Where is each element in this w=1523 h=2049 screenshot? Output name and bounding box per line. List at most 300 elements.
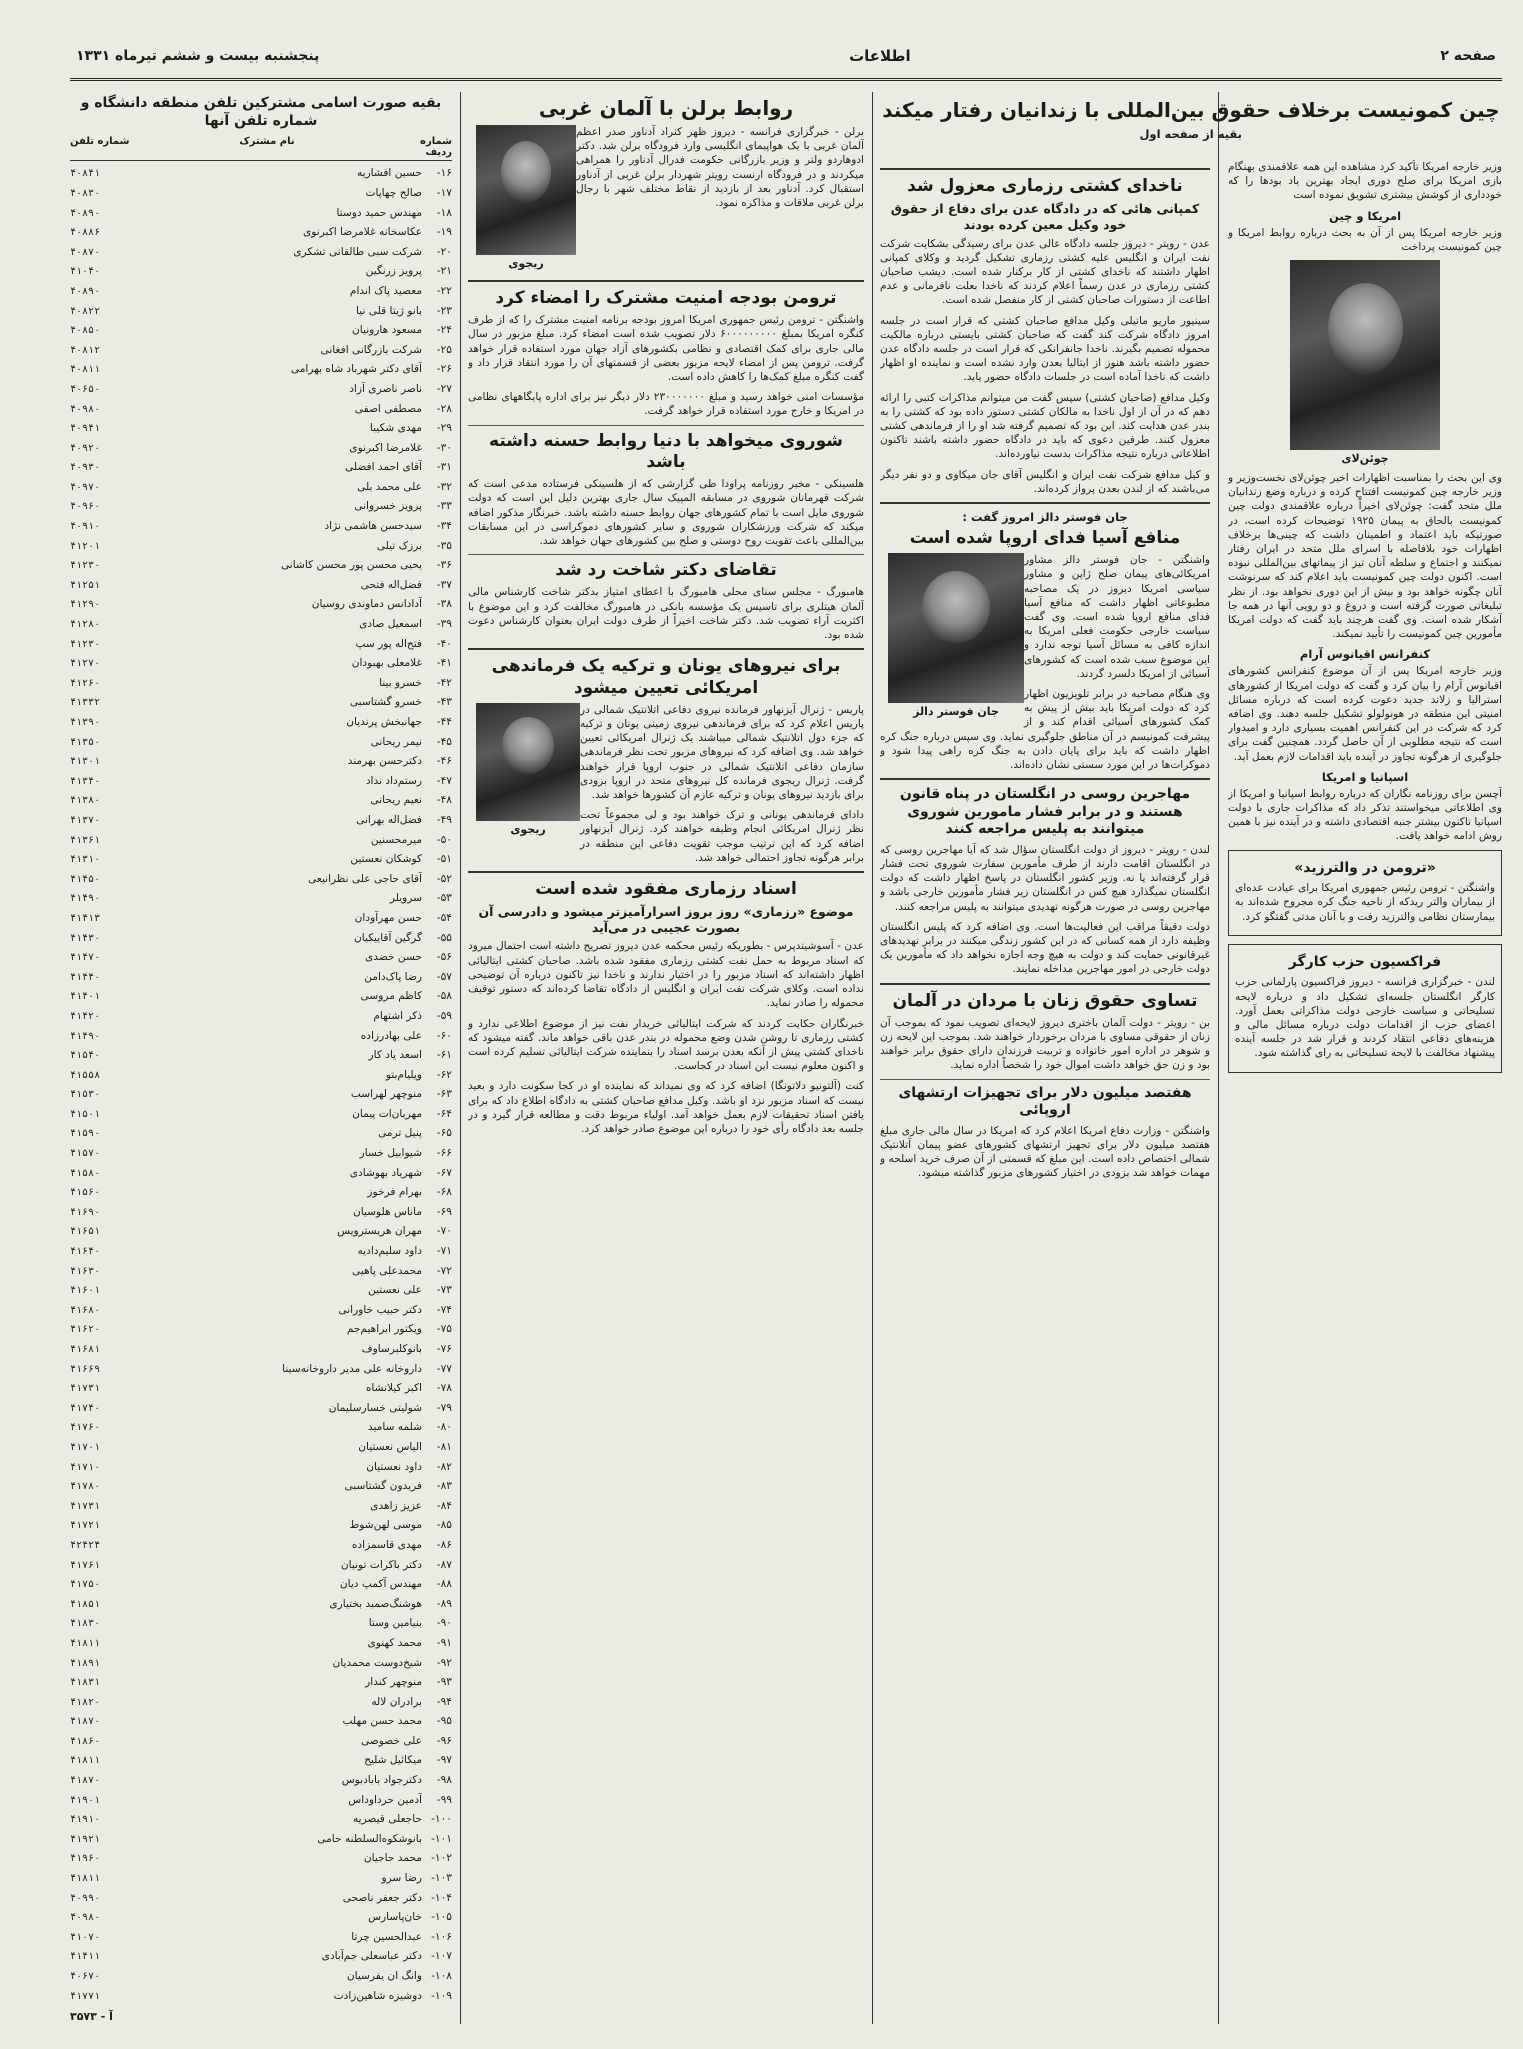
directory-list [70,164,452,2006]
article-text: خبرنگاران حکایت کردند که شرکت ایتالیائی خریدار نفت نیز از موضوع اطلاعی ندارد و کشتی رزماری تا روشن شدن وضع محموله در بندر عدن باقی خواهد ماند. گفته میشود که ناخدای کشتی پیش از آنکه بعدن برسد اسناد را بنماینده شرکت ایتالیائی تسلیم کرده است و اکنون معلوم نیست این اسناد در کجاست. [468,1017,864,1073]
european-armies-headline: هفتصد میلیون دلار برای تجهیزات ارتشهای اروپائی [898,1084,1192,1119]
row-number: ۴۶- [436,755,452,768]
box-text: لندن - خبرگزاری فرانسه - دیروز فراکسیون پارلمانی حزب کارگر انگلستان جلسه‌ای تشکیل داد و درباره لایحه تسلیحاتی و سیاست خارجی دولت مذاکراتی بعمل آورد. اعضای حزب از اقدامات دولت درباره مسائل مالی و هزینه‌های دفاعی انتقاد کردند و قرار شد در جلسه آینده پیشنهاد مخالفت با لایحه تسلیحاتی به رای گذاشته شود. [1235,976,1495,1060]
phone-directory [70,92,452,2024]
table-row [70,360,452,380]
dulles-headline: منافع آسیا فدای اروپا شده است [909,527,1181,548]
subscriber-name: نعیم ریحانی [370,794,422,807]
table-row [70,321,452,341]
subscriber-name: برزک تیلی [376,539,422,552]
phone-number: ۴۱۴۲۰ [70,1010,101,1022]
subscriber-name: علی محمد بلی [357,480,422,493]
subscriber-name: عبدالحسین چرتا [351,1930,422,1943]
row-number: ۱۰۶- [431,1930,452,1943]
row-number: ۵۱- [436,853,452,866]
table-row [70,831,452,851]
row-number: ۵۰- [436,833,452,846]
table-row [70,164,452,184]
row-number: ۱۰۰- [431,1813,452,1826]
phone-number: ۴۱۳۰۱ [70,756,101,768]
phone-number: ۴۱۳۷۰ [70,814,101,826]
phone-number: ۴۱۹۶۰ [70,1853,101,1865]
row-number: ۱۸- [436,206,452,219]
subscriber-name: هوشنگ‌صمبد بختیاری [329,1597,422,1610]
truman-budget-headline: ترومن بودجه امنیت مشترک را امضاء کرد [495,288,837,308]
phone-number: ۴۱۴۵۰ [70,873,101,885]
phone-number: ۴۱۵۸۰ [70,1167,101,1179]
subscriber-name: وانگ ان یفرسیان [346,1970,422,1982]
subscriber-name: رستم‌داد نداد [365,774,422,787]
table-row [70,1889,452,1909]
table-row [70,1144,452,1164]
table-row [70,1751,452,1771]
table-row [70,1928,452,1948]
subscriber-name: شولیتی خسارسلیمان [328,1401,422,1414]
table-row [70,1301,452,1321]
subscriber-name: خان‌پاسارس [368,1911,422,1924]
table-row [70,987,452,1007]
photo-caption: چوئن‌لای [1341,452,1389,466]
row-number: ۷۹- [436,1401,452,1414]
row-number: ۹۷- [436,1754,452,1767]
table-row [70,282,452,302]
row-number: ۳۰- [436,441,452,454]
article-text: پاریس - ژنرال آیزنهاور فرمانده نیروی دفاعی اتلانتیک شمالی در پاریس اعلام کرد که برای فرماندهی نیروی زمینی یونان و ترکیه که جزء دول اتلانتیک شمالی میباشند یک ژنرال امریکائی تعیین خواهد شد. وی اضافه کرد که نیروهای مزبور تحت نظر فرماندهی سازمان دفاعی اتلانتیک شمالی در جنوب اروپا قرار خواهند گرفت. ژنرال ریجوی فرمانده کل نیروهای متحد در اروپا بزودی برای بازدید نیروهای یونان و ترکیه عازم آن کشورها خواهد شد. [580,703,864,801]
phone-number: ۴۰۹۳۰ [70,462,101,474]
row-number: ۱۰۵- [431,1911,452,1924]
row-number: ۲۲- [436,284,452,297]
subscriber-name: ویکتور ابراهیم‌جم [346,1323,422,1336]
labour-faction-box [1228,944,1502,1073]
subscriber-name: اکبر کیلانشاه [365,1382,422,1395]
subscriber-name: فضل‌اله فتحی [360,578,422,591]
column-rule [872,92,873,2024]
subscriber-name: غلامرضا اکبرنوی [349,441,422,454]
row-number: ۵۲- [436,872,452,885]
row-number: ۶۶- [436,1147,452,1160]
phone-number: ۴۱۸۳۰ [70,1618,101,1630]
phone-number: ۴۲۴۲۴ [70,1539,101,1551]
subscriber-name: میکائیل شلیح [364,1754,422,1767]
greece-turkey-headline: برای نیروهای یونان و ترکیه یک فرماندهی امریکائی تعیین میشود [491,656,841,698]
table-row [70,576,452,596]
phone-number: ۴۱۶۸۱ [70,1344,101,1355]
row-number: ۶۷- [436,1166,452,1179]
table-row [70,772,452,792]
phone-number: ۴۰۹۶۰ [70,501,101,513]
table-row [70,458,452,478]
table-row [70,1947,452,1967]
table-row [70,1262,452,1282]
subscriber-name: داروخانه علی مدیر داروخانه‌سینا [282,1362,422,1375]
subscriber-name: دکتر جعفر ناصحی [342,1891,422,1904]
phone-number: ۴۱۴۹۰ [70,1030,101,1042]
subheading-usa-china: امریکا و چین [1328,208,1402,223]
phone-number: ۴۰۸۸۶ [70,227,101,239]
row-number: ۳۸- [436,598,452,611]
subscriber-name: آقای حاجی علی نظرانیعی [308,872,422,885]
phone-number: ۴۰۶۵۰ [70,383,101,395]
row-number: ۱۰۱- [431,1832,452,1845]
row-number: ۸۰- [436,1421,452,1434]
table-row [70,1575,452,1595]
row-number: ۸۲- [436,1460,452,1473]
photo-caption: جان فوستر دالز [913,705,999,719]
article-text: سینیور ماریو ماتیلی وکیل مدافع صاحبان کشتی که قرار است در جلسه امروز دادگاه شرکت کند گفت که صاحبان کشتی بایستی درباره مالکیت محموله تصمیم بگیرند. ناخدا جانفرانکی که قرار است در جلسه دادگاه عدن حضور داشته باشد هنوز از ایتالیا بعدن وارد نشده است و نماینده او اظهار داشت که ناخدا آماده است در جلسات دادگاه حضور یابد. [880,314,1210,384]
phone-number: ۴۱۲۸۰ [70,619,101,631]
subscriber-name: دکتر عباسعلی جم‌آبادی [321,1950,422,1963]
row-number: ۲۳- [436,304,452,317]
phone-number: ۴۱۷۱۰ [70,1461,101,1473]
lead-paragraph: آچسن برای روزنامه نگاران که درباره روابط اسپانیا و امریکا از وی اطلاعاتی میخواستند تذکر داد که مذاکرات جاری با دولت اسپانیا تاکنون بیشتر جنبه اقتصادی داشته و در آینده نیز با همین روش ادامه خواهد یافت. [1228,787,1502,843]
subscriber-name: شلمه سامید [367,1421,422,1434]
phone-number: ۴۱۸۱۱ [70,1873,101,1885]
subscriber-name: سیدحسن هاشمی نژاد [324,520,422,533]
subscriber-name: بانوکلبرساوف [361,1343,422,1355]
row-number: ۴۱- [436,657,452,670]
phone-number: ۴۱۸۷۰ [70,1775,101,1787]
subscriber-name: مهربان‌ات پیمان [352,1107,422,1120]
row-number: ۵۵- [436,931,452,944]
table-row [70,713,452,733]
article-text: عدن - رویتر - دیروز جلسه دادگاه عالی عدن برای رسیدگی بشکایت شرکت نفت ایران و انگلیس علیه کشتی رزماری تشکیل گردید و وکلای کمپانی اظهار داشتند که ناخدای کشتی از کار برکنار شده است. دیشب صاحبان کشتی رزماری در عدن رسماً اعلام کردند که ناخدا بعلت نافرمانی و عدم اطاعت از دستورات صاحبان کشتی از کار منفصل شده است. [880,237,1210,307]
row-number: ۸۵- [436,1519,452,1532]
row-number: ۱۰۹- [431,1989,452,2002]
phone-number: ۴۱۲۶۰ [70,677,101,689]
table-row [70,537,452,557]
box-headline: «ترومن در والترزید» [1294,859,1436,876]
phone-number: ۴۱۴۷۰ [70,952,101,964]
row-number: ۱۰۷- [431,1950,452,1963]
adenauer-photo [476,125,576,255]
phone-number: ۴۰۹۱۰ [70,521,101,533]
column-b [880,162,1210,2024]
dulles-kicker: جان فوستر دالز امروز گفت : [962,509,1128,524]
row-number: ۵۶- [436,951,452,964]
rosemary-documents-subheadline: موضوع «رزماری» روز بروز اسرارآمیزتر میشود و دادرسی آن بصورت عجیبی در می‌آید [478,904,854,935]
table-row [70,1105,452,1125]
table-row [70,243,452,263]
table-row [70,1536,452,1556]
subscriber-name: جهانبخش پرندیان [346,716,422,728]
phone-number: ۴۱۴۰۱ [70,991,101,1003]
row-number: ۸۹- [436,1597,452,1610]
row-number: ۹۳- [436,1676,452,1689]
table-row [70,419,452,439]
row-number: ۷۵- [436,1323,452,1336]
phone-number: ۴۱۷۶۱ [70,1559,101,1571]
row-number: ۹۴- [436,1695,452,1708]
row-number: ۳۳- [436,500,452,513]
row-number: ۳۶- [436,559,452,572]
article-text: مؤسسات امنی خواهد رسید و مبلغ ۲۳۰۰۰۰۰۰۰ دلار دیگر نیز برای اداره پایگاههای نظامی در امریکا و خارج مورد استفاده قرار خواهد گرفت. [468,391,864,418]
subscriber-name: ماناس هلوسیان [352,1205,422,1218]
row-number: ۶۵- [436,1127,452,1140]
subscriber-name: محمدعلی پاهیی [351,1264,422,1277]
subscriber-name: آدمین حرداوداس [348,1793,422,1806]
table-row [70,1242,452,1262]
phone-number: ۴۱۶۵۱ [70,1226,101,1238]
row-number: ۱۷- [436,186,452,199]
table-row [70,1458,452,1478]
lead-headline-band [880,92,1502,158]
table-row [70,1007,452,1027]
phone-number: ۴۱۳۹۰ [70,717,101,728]
subscriber-name: مهندس آکمپ دیان [339,1578,422,1591]
row-number: ۲۸- [436,402,452,415]
divider [468,648,864,650]
row-number: ۲۵- [436,343,452,356]
newspaper-page [70,34,1502,2030]
subscriber-name: خسرو گشتاسبی [349,696,422,709]
table-row [70,1771,452,1791]
women-rights-headline: تساوی حقوق زنان با مردان در آلمان [892,990,1198,1011]
subscriber-name: علی خصوصی [360,1734,422,1747]
subscriber-name: آقای احمد افضلی [345,461,422,474]
table-row [70,1849,452,1869]
phone-number: ۴۰۹۸۰ [70,1912,101,1924]
divider [880,1079,1210,1080]
article-text: وکیل مدافع (صاحبان کشتی) سپس گفت من میتوانم مذاکرات کتبی را ارائه دهم که در آن از اول ناخدا به مالکان کشتی دستور داده بود که کشتی را به بندر عدن هدایت کند. این بود که تصمیم گرفته شد او را از فرماندهی کشتی معزول کنند. طرفین دعوی که باید در دادگاه حضور داشته باشند تاکنون اطلاعاتی درباره نتیجه مذاکرات بدست نیاورده‌اند. [880,391,1210,461]
phone-number: ۴۰۹۲۰ [70,442,101,454]
row-number: ۸۳- [436,1480,452,1493]
phone-number: ۴۱۵۶۰ [70,1187,101,1199]
phone-number: ۴۱۸۷۰ [70,1716,101,1728]
row-number: ۹۸- [436,1774,452,1787]
row-number: ۴۸- [436,794,452,807]
subscriber-name: سرویلر [389,892,422,905]
soviet-relations-headline: شوروی میخواهد با دنیا روابط حسنه داشته باشد [489,430,843,472]
table-row [70,595,452,615]
column-header-name: نام مشترک [239,136,295,148]
article-text: دادای فرماندهی یونانی و ترک خواهند بود و لی مجموعاً تحت نظر ژنرال امریکائی انجام وظیفه خواهند کرد. ژنرال آیزنهاور اضافه کرد که این ترتیب موجب تقویت دفاعی این منطقه در برابر هرگونه تجاوز احتمالی خواهد شد. [580,809,864,864]
table-row [70,909,452,929]
table-row [70,1810,452,1830]
table-row [70,1281,452,1301]
ridgway-photo-block [476,703,580,842]
divider [468,425,864,426]
subscriber-name: محمد حسن مهلب [342,1715,422,1728]
phone-number: ۴۰۸۴۱ [70,168,101,180]
divider [880,778,1210,780]
table-row [70,1477,452,1497]
subheading-spain-usa: اسپانیا و امریکا [1321,769,1409,784]
phone-number: ۴۱۲۹۰ [70,599,101,611]
row-number: ۵۴- [436,911,452,924]
article-text: هلسینکی - مخبر روزنامه پراودا طی گزارشی که از هلسینکی فرستاده مدعی است که شرکت قهرمانان شوروی در مسابقه المپیک سال جاری بهترین دلیل این است که دولت شوروی مایل است با تمام کشورهای جهان روابط حسنه داشته باشد. خبرنگار مذکور اضافه میکند که شرکت ورزشکاران شوروی و سایر کشورهای دموکراسی در این مسابقات بین‌المللی باعث تقویت روح دوستی و صلح بین کشورهای جهان خواهد شد. [468,478,864,547]
table-row [70,929,452,949]
divider [468,280,864,282]
table-row [70,1164,452,1184]
phone-number: ۴۰۹۹۰ [70,1892,101,1904]
table-row [70,752,452,772]
lead-paragraph: وزیر خارجه امریکا پس از آن به بحث درباره روابط امریکا و چین کمونیست پرداخت [1228,226,1502,253]
subscriber-name: بانو ژیتا قلی نیا [356,304,422,317]
row-number: ۴۴- [436,716,452,728]
subscriber-name: فتح‌اله پور سپ [355,637,422,650]
row-number: ۶۰- [436,1029,452,1042]
phone-number: ۴۱۸۱۱ [70,1755,101,1767]
phone-number: ۴۱۳۳۲ [70,697,101,709]
subscriber-name: بنیامین وستا [368,1617,422,1630]
table-row [70,1967,452,1987]
table-row [70,517,452,537]
continued-note: بقیه از صفحه اول [1139,127,1242,141]
phone-number: ۴۰۹۸۰ [70,403,101,415]
phone-number: ۴۱۷۷۱ [70,1990,101,2002]
table-row [70,556,452,576]
phone-number: ۴۰۸۹۰ [70,285,101,297]
rosemary-subheadline: کمپانی هائی که در دادگاه عدن برای دفاع از حقوق خود وکیل معین کرده بودند [890,201,1200,232]
table-row [70,184,452,204]
rosemary-captain-headline: ناخدای کشتی رزماری معزول شد [907,176,1183,196]
subscriber-name: منوچهر کندار [365,1676,422,1689]
table-row [70,811,452,831]
phone-number: ۴۱۶۹۰ [70,1206,101,1218]
dulles-photo [888,553,1024,703]
adenauer-photo-block [476,125,576,276]
ridgway-photo [476,703,580,821]
row-number: ۹۲- [436,1656,452,1669]
subscriber-name: الیاس نعستیان [358,1440,422,1453]
phone-number: ۴۰۸۲۲ [70,305,101,317]
table-row [70,1203,452,1223]
phone-number: ۴۱۸۶۰ [70,1735,101,1747]
phone-number: ۴۱۶۴۰ [70,1246,101,1258]
subscriber-name: بانوشکوه‌السلطنه حامی [317,1832,422,1845]
table-row [70,1908,452,1928]
phone-number: ۴۱۷۶۰ [70,1422,101,1434]
row-number: ۱۹- [436,226,452,239]
subscriber-name: فضل‌اله بهرانی [356,813,422,826]
phone-number: ۴۱۳۶۱ [70,834,101,846]
phone-number: ۴۰۸۱۲ [70,344,101,356]
truman-walter-reed-box [1228,850,1502,936]
table-row [70,302,452,322]
table-row [70,1418,452,1438]
row-number: ۸۷- [436,1558,452,1571]
column-header-row: شماره ردیف [420,136,452,159]
subscriber-name: شیوابیل خسار [359,1147,422,1160]
article-text: عدن - آسوشیتدپرس - بطوریکه رئیس محکمه عدن دیروز تصریح داشته است احتمال میرود که اسناد مربوط به حمل نفت کشتی رزماری مفقود شده باشد. صاحبان کشتی ایتالیائی اظهار داشته‌اند که اسناد مزبور را در اختیار ندارند و ناخدا نیز تاکنون درباره آن توضیحی نداده است. وکلای شرکت نفت ایران و انگلیس از دادگاه تقاضا کرده‌اند که دستور توقیف محموله را صادر نماید. [468,940,864,1010]
table-row [70,1987,452,2007]
phone-number: ۴۱۵۳۰ [70,1089,101,1101]
lead-paragraph: وزیر خارجه امریکا پس از آن موضوع کنفرانس کشورهای اقیانوس آرام را بیان کرد و گفت که دولت امریکا از کشورهای استرالیا و زلاند جدید دعوت کرده است که درباره مسائل امنیتی این منطقه در هونولولو تشکیل جلسه دهند. وی اضافه کرد که شرکت در این کنفرانس اهمیت بسیاری دارد و امیدوار است که نتیجه مطلوبی از آن حاصل گردد. همچنین گفت برای جلوگیری از هرگونه تجاوز در آینده باید اقدامات لازم بعمل آید. [1228,665,1502,763]
subscriber-name: دکتر باکرات تونیان [340,1558,422,1571]
divider [880,168,1210,170]
table-row [70,380,452,400]
subscriber-name: شهریاد بهوشادی [349,1166,422,1179]
subscriber-name: حسن خضدی [364,951,422,964]
table-row [70,968,452,988]
row-number: ۱۰۲- [431,1852,452,1865]
subheading-pacific-conference: کنفرانس اقیانوس آرام [1299,647,1431,662]
phone-number: ۴۱۲۷۰ [70,658,101,670]
table-row [70,654,452,674]
subscriber-name: دکتر حبیب خاورانی [338,1303,422,1316]
table-row [70,1791,452,1811]
subscriber-name: علی نعستین [368,1284,422,1297]
subscriber-name: آدادانس دماوندی روسیان [311,598,422,611]
article-text: دولت دقیقاً مراقب این فعالیت‌ها است. وی اضافه کرد که پلیس انگلستان وظیفه دارد از همه کسانی که در این کشور زندگی میکنند در برابر تهدیدهای غیرقانونی حمایت کند و دولت به هیچ وجه اجازه نخواهد داد که مأمورین یک دولت خارجی در امور مهاجرین مداخله نمایند. [880,920,1210,976]
schacht-headline: تقاضای دکتر شاخت رد شد [555,560,777,581]
phone-number: ۴۱۵۹۰ [70,1128,101,1140]
subscriber-name: خسرو بینا [379,676,422,689]
subscriber-name: کاظم مروسی [360,990,422,1003]
divider [468,871,864,873]
issue-date: پنجشنبه بیست و ششم تیرماه ۱۳۳۱ [76,48,320,64]
table-row [70,1360,452,1380]
phone-number: ۴۱۸۱۱ [70,1637,101,1649]
phone-number: ۴۰۸۷۰ [70,246,101,258]
subscriber-name: غلامعلی بهبودان [351,657,422,670]
table-row [70,1379,452,1399]
subscriber-name: گرگین آقاییکیان [354,931,422,944]
subscriber-name: دوشیزه شاهین‌زادت [333,1989,422,2002]
row-number: ۳۷- [436,578,452,591]
subscriber-name: برادران لاله [371,1695,422,1708]
row-number: ۶۴- [436,1107,452,1120]
row-number: ۲۹- [436,422,452,435]
row-number: ۶۹- [436,1205,452,1218]
subscriber-name: مهندس حمید دوستا [336,206,422,219]
phone-number: ۴۱۷۳۱ [70,1500,101,1512]
phone-number: ۴۱۲۳۰ [70,638,101,650]
subscriber-name: عزیز زاهدی [370,1499,422,1512]
row-number: ۲۰- [436,245,452,258]
phone-number: ۴۰۸۱۱ [70,364,101,376]
subscriber-name: نیمر ریحانی [370,735,422,748]
dulles-photo-block [888,553,1024,724]
row-number: ۸۸- [436,1578,452,1591]
row-number: ۷۸- [436,1382,452,1395]
table-row [70,1614,452,1634]
subscriber-name: مسعود هارونیان [352,324,422,337]
phone-number: ۴۰۹۴۱ [70,423,101,435]
table-row [70,1516,452,1536]
column-rule [1218,92,1219,2024]
subscriber-name: ویلیام‌بتو [385,1068,422,1081]
row-number: ۴۹- [436,813,452,826]
page-number: صفحه ۲ [1440,48,1496,64]
row-number: ۹۶- [436,1734,452,1747]
phone-number: ۴۱۵۵۸ [70,1069,101,1081]
row-number: ۷۷- [436,1362,452,1375]
table-row [70,478,452,498]
row-number: ۸۴- [436,1499,452,1512]
phone-number: ۴۰۸۳۰ [70,187,101,199]
table-row [70,1673,452,1693]
column-a [1228,160,1502,2024]
subscriber-name: پرویز زرنگین [365,265,422,278]
subscriber-name: عکاسخانه غلامرضا اکبرنوی [302,226,422,239]
phone-number: ۴۱۷۴۰ [70,1402,101,1414]
table-row [70,1027,452,1047]
subscriber-name: رضا پاک‌دامن [364,970,422,983]
table-row [70,693,452,713]
subscriber-name: یحیی محسن پور محسن کاشانی [280,559,422,572]
masthead [70,34,1502,81]
table-row [70,341,452,361]
row-number: ۲۷- [436,382,452,395]
row-number: ۳۹- [436,618,452,631]
phone-number: ۴۱۲۰۱ [70,540,101,552]
row-number: ۴۵- [436,735,452,748]
article-text: بن - رویتر - دولت آلمان باختری دیروز لایحه‌ای تصویب نمود که بموجب آن زنان از حقوقی مساوی با مردان برخوردار خواهند شد. بموجب این لایحه زن و شوهر در اداره امور خانواده و تربیت فرزندان دارای حقوق برابر خواهند بود و زن حق خواهد داشت اموال خود را شخصاً اداره نماید. [880,1016,1210,1072]
subscriber-name: آقای دکتر شهرباد شاه بهرامی [290,363,422,376]
subscriber-name: مهدی شکیبا [369,422,422,435]
row-number: ۲۴- [436,324,452,337]
